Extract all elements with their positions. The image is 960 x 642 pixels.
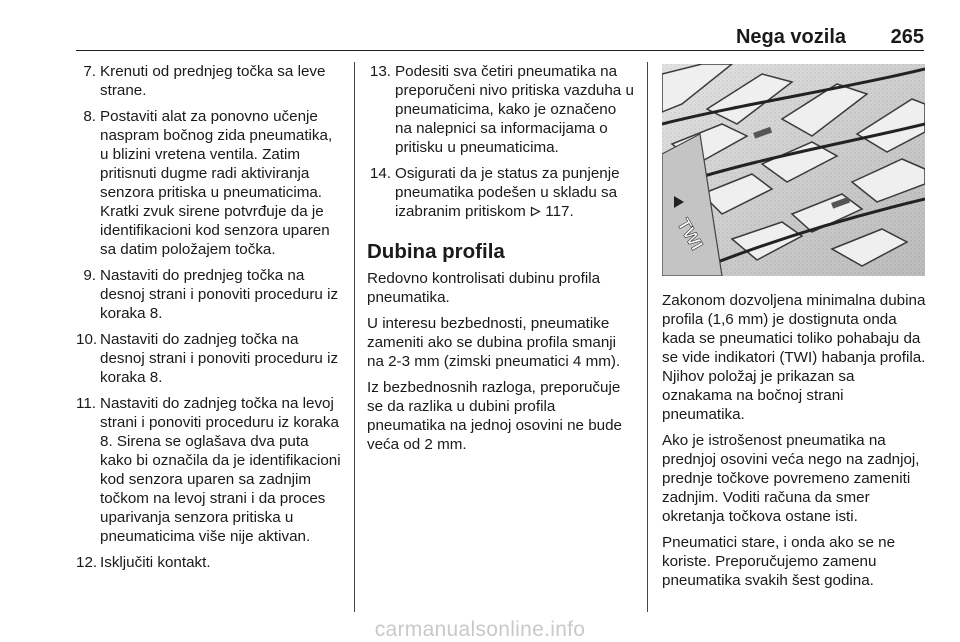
column-3 — [662, 291, 927, 597]
column-2 — [367, 62, 634, 461]
list-item: 9. Nastaviti do prednjeg točka na desnoj strani i ponoviti proceduru iz koraka 8. — [83, 267, 339, 322]
procedure-list-1 — [76, 62, 344, 572]
list-item: 14. Osigurati da je status za punjenje pneumatika podešen u skladu sa izabranim pritiskom 117. — [369, 165, 620, 220]
page-reference-link[interactable]: 117. — [545, 203, 574, 220]
section-heading: Dubina profila — [367, 240, 505, 263]
list-item: 11. Nastaviti do zadnjeg točka na levoj strani i ponoviti proceduru iz koraka 8. Sirena se oglašava dva puta kako bi označila da je identifikacioni kod senzora uparen sa zadnjim točkom na levoj strani i da proces uparivanja senzora pritiska u pneumaticima više nije aktivan. — [76, 395, 341, 545]
list-item: 13. Podesiti sva četiri pneumatika na preporučeni nivo pritiska vazduha u pneumaticima, kako je označeno na nalepnici sa informacijama o pritisku u pneumaticima. — [369, 63, 634, 156]
paragraph: Pneumatici stare, i onda ako se ne koriste. Preporučujemo zamenu pneumatika svakih šest godina. — [662, 534, 896, 589]
list-item: 8. Postaviti alat za ponovno učenje naspram bočnog zida pneumatika, u blizini vretena ventila. Zatim pritisnuti dugme radi aktiviranja senzora pritiska u pneumaticima. Kratki zvuk sirene potvrđuje da je identifikacioni kod senzora uparen sa datim položajem točka. — [83, 108, 333, 258]
page-reference-icon — [530, 206, 541, 217]
page-header — [76, 24, 924, 51]
watermark: carmanualsonline.info — [374, 618, 586, 641]
twi-label: TWI — [673, 214, 708, 254]
paragraph: Iz bezbednosnih razloga, preporučuje se da razlika u dubini profila pneumatika na jednoj osovini ne bude veća od 2 mm. — [367, 379, 622, 453]
paragraph: Ako je istrošenost pneumatika na prednjoj osovini veća nego na zadnjoj, prednje točkove povremeno zameniti zadnjim. Voditi računa da smer okretanja točkova ostane isti. — [662, 432, 920, 525]
paragraph: Zakonom dozvoljena minimalna dubina profila (1,6 mm) je dostignuta onda kada se pneumatici toliko pohabaju da se vide indikatori (TWI) habanja profila. Njihov položaj je prikazan sa oznakama na bočnoj strani pneumatika. — [662, 292, 926, 423]
list-item: 10. Nastaviti do zadnjeg točka na desnoj strani i ponoviti proceduru iz koraka 8. — [76, 331, 339, 386]
tire-tread-drawing — [662, 64, 925, 276]
section-title: Nega vozila — [735, 26, 846, 48]
page-number: 265 — [890, 26, 924, 48]
column-divider-2 — [647, 62, 648, 612]
paragraph: U interesu bezbednosti, pneumatike zameniti ako se dubina profila smanji na 2-3 mm (zimski pneumatici 4 mm). — [367, 315, 621, 370]
procedure-list-2 — [367, 62, 634, 221]
tire-tread-illustration — [662, 64, 925, 276]
column-divider-1 — [354, 62, 355, 612]
column-1 — [76, 62, 344, 579]
list-item: 12. Isključiti kontakt. — [76, 554, 211, 571]
list-item: 7. Krenuti od prednjeg točka sa leve strane. — [83, 63, 326, 99]
paragraph: Redovno kontrolisati dubinu profila pneumatika. — [367, 270, 601, 306]
